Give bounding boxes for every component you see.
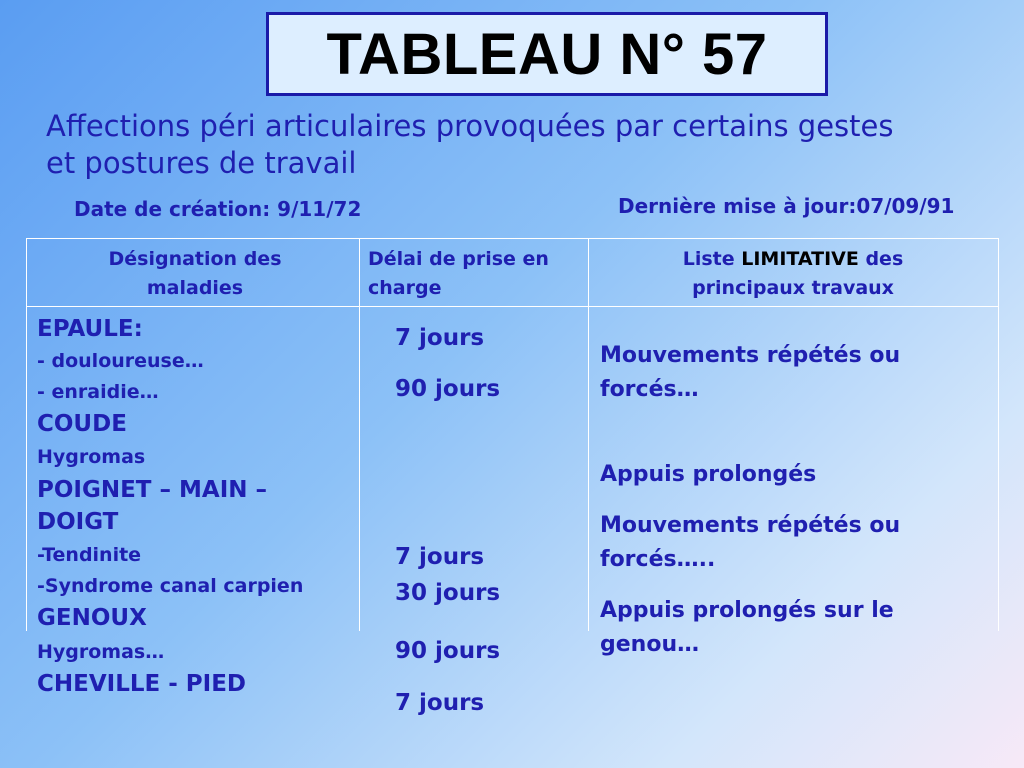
last-update-date: Dernière mise à jour:07/09/91 — [618, 194, 955, 218]
subtitle-line-1: Affections péri articulaires provoquées par certains gestes — [46, 109, 894, 143]
header-diseases-line-2: maladies — [146, 277, 244, 299]
header-diseases-line-1: Désignation des — [108, 248, 282, 270]
disease-shoulder: EPAULE: — [37, 316, 143, 342]
disease-tendinitis: -Tendinite — [37, 544, 142, 566]
work-elbow: Appuis prolongés — [600, 462, 817, 487]
header-delay-line-2: charge — [368, 277, 442, 299]
header-works — [590, 245, 996, 303]
disease-ankle-foot: CHEVILLE - PIED — [37, 671, 246, 697]
delay-carpal-tunnel: 30 jours — [395, 580, 501, 606]
delay-shoulder-painful: 7 jours — [395, 325, 485, 351]
disease-shoulder-stiff: - enraidie… — [37, 381, 159, 403]
disease-knee-hygroma: Hygromas… — [37, 641, 165, 663]
header-delay-line-1: Délai de prise en — [368, 248, 549, 270]
delay-ankle-foot: 7 jours — [395, 690, 485, 716]
disease-elbow: COUDE — [37, 411, 127, 437]
disease-finger: DOIGT — [37, 509, 119, 535]
title-box — [266, 12, 828, 96]
header-divider — [26, 306, 999, 307]
header-works-limitative: LIMITATIVE — [741, 248, 859, 270]
header-works-post: des — [858, 248, 904, 270]
delay-tendinitis: 7 jours — [395, 544, 485, 570]
creation-date: Date de création: 9/11/72 — [74, 197, 362, 221]
subtitle — [46, 108, 1006, 182]
subtitle-line-2: et postures de travail — [46, 146, 357, 180]
header-delay — [368, 245, 582, 303]
disease-knee: GENOUX — [37, 605, 147, 631]
work-shoulder: Mouvements répétés ou forcés… — [600, 343, 901, 402]
delay-knee: 90 jours — [395, 638, 501, 664]
disease-shoulder-painful: - douloureuse… — [37, 350, 204, 372]
work-knee: Appuis prolongés sur le genou… — [600, 598, 894, 657]
delay-shoulder-stiff: 90 jours — [395, 376, 501, 402]
header-works-line-2: principaux travaux — [692, 277, 894, 299]
work-wrist-hand: Mouvements répétés ou forcés….. — [600, 513, 901, 572]
page-title: TABLEAU N° 57 — [326, 21, 768, 87]
disease-wrist-hand: POIGNET – MAIN – — [37, 477, 268, 503]
header-works-pre: Liste — [682, 248, 742, 270]
header-diseases — [30, 245, 360, 303]
column-divider-2 — [588, 238, 589, 631]
disease-elbow-hygroma: Hygromas — [37, 446, 146, 468]
disease-carpal-tunnel: -Syndrome canal carpien — [37, 575, 304, 597]
